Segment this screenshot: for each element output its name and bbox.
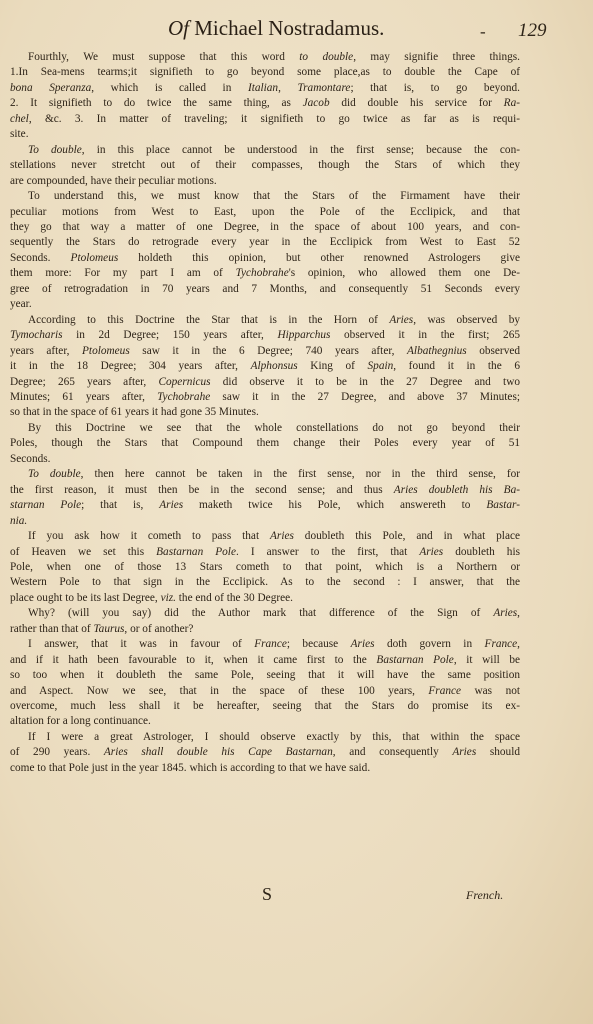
- text-run: observed: [466, 344, 520, 357]
- title-prefix: Of: [168, 16, 189, 40]
- text-run: place ought to be its last Degree,: [10, 591, 161, 604]
- text-run: doubleth his: [443, 545, 520, 558]
- text-run: sequently the Stars do retrograde every year in the Ecclipick from West to East 52: [10, 236, 520, 249]
- paragraph: [10, 50, 520, 143]
- italic-run: Aries: [350, 638, 375, 651]
- text-run: the end of the 30 Degree.: [175, 591, 293, 604]
- text-run: If you ask how it cometh to pass that: [28, 530, 271, 543]
- text-run: , may signifie three things.: [353, 51, 520, 63]
- text-run: To understand this, we must know that the Stars of the Firmament have their: [28, 190, 520, 203]
- text-run: of Heaven we set this: [10, 545, 157, 558]
- text-line: [10, 730, 520, 745]
- text-run: gree of retrogradation in 70 years and 7 Months, and consequently 51 Seconds every: [10, 282, 520, 295]
- text-run: years after,: [10, 344, 83, 357]
- text-line: [10, 498, 520, 513]
- text-run: and Aspect. Now we see, that in the space of these 100 years,: [10, 684, 429, 697]
- text-run: year.: [10, 298, 32, 311]
- italic-run: Tymocharis: [10, 329, 63, 342]
- text-line: [10, 65, 520, 80]
- italic-run: Italian: [247, 81, 279, 94]
- italic-run: Copernicus: [158, 375, 211, 388]
- page-number: 129: [518, 20, 547, 41]
- text-run: I answer, that it was in favour of: [28, 638, 255, 651]
- text-run: . I answer to the first, that: [235, 545, 420, 558]
- header-dash: -: [480, 22, 486, 41]
- text-run: ,: [517, 607, 520, 620]
- text-run: 1.In Sea-mens tearms;it signifieth to go beyond some place,as to double the Cape of: [10, 66, 520, 79]
- text-run: 2. It signifieth to do twice the same thing, as: [10, 97, 303, 110]
- italic-run: Hipparchus: [277, 329, 331, 342]
- running-header: [0, 12, 593, 46]
- text-line: [10, 699, 520, 714]
- text-line: [10, 266, 520, 281]
- italic-run: Aries: [452, 746, 477, 759]
- italic-run: to double: [299, 51, 354, 63]
- text-line: [10, 297, 520, 312]
- paragraph: [10, 529, 520, 606]
- italic-run: Bastarnan Pole: [376, 653, 454, 666]
- text-run: saw it in the 6 Degree; 740 years after,: [129, 344, 408, 357]
- paragraph: [10, 730, 520, 776]
- paragraph: [10, 467, 520, 529]
- catchword: French.: [466, 888, 504, 902]
- text-line: [10, 560, 520, 575]
- text-run: , found it in the 6: [393, 360, 520, 373]
- paragraph: [10, 143, 520, 189]
- text-run: By this Doctrine we see that the whole constellations do not go beyond their: [28, 421, 520, 434]
- italic-run: France: [254, 638, 287, 651]
- text-run: ; because: [286, 638, 351, 651]
- paragraph: [10, 189, 520, 313]
- text-line: [10, 359, 520, 374]
- text-run: ,: [278, 81, 298, 94]
- text-run: peculiar motions from West to East, upon the Pole of the Ecclipick, and that: [10, 205, 520, 218]
- title-text: Michael Nostradamus.: [194, 16, 385, 40]
- text-line: [10, 575, 520, 590]
- text-line: [10, 684, 520, 699]
- text-run: them more: For my part I am of: [10, 267, 236, 280]
- text-line: [10, 344, 520, 359]
- italic-run: To double: [28, 143, 82, 156]
- text-line: [10, 745, 520, 760]
- italic-run: Taurus: [93, 622, 125, 635]
- text-run: did double his service for: [329, 97, 504, 110]
- text-run: Why? (will you say) did the Author mark that difference of the Sign of: [28, 607, 494, 620]
- italic-run: nia.: [10, 514, 28, 527]
- text-run: , which is called in: [91, 81, 248, 94]
- italic-run: Aries: [159, 499, 184, 512]
- text-line: [10, 483, 520, 498]
- text-run: Fourthly, We must suppose that this word: [28, 51, 300, 63]
- italic-run: Aries: [389, 313, 414, 326]
- text-line: [10, 653, 520, 668]
- text-run: observed it in the first; 265: [330, 329, 520, 342]
- paragraph: [10, 313, 520, 421]
- text-run: holdeth this opinion, but other renowned Astrologers give: [118, 251, 520, 264]
- text-run: come to that Pole just in the year 1845. which is according to that we have said.: [10, 761, 371, 774]
- text-line: [10, 637, 520, 652]
- text-line: [10, 467, 520, 482]
- italic-run: Tramontare: [297, 81, 351, 94]
- text-run: Seconds.: [10, 251, 71, 264]
- text-line: [10, 668, 520, 683]
- text-run: ; that is,: [81, 499, 160, 512]
- italic-run: Bastar-: [486, 499, 520, 512]
- text-run: are compounded, have their peculiar motions.: [10, 174, 217, 187]
- text-run: Western Pole to that sign in the Ecclipick. As to the second : I answer, that the: [10, 576, 520, 589]
- body-text: [10, 50, 520, 776]
- text-run: Degree; 265 years after,: [10, 375, 159, 388]
- text-line: [10, 81, 520, 96]
- text-run: so too when it doubleth the same Pole, seeing that it will have the same position: [10, 669, 520, 682]
- paragraph: [10, 421, 520, 467]
- text-run: , or of another?: [124, 622, 194, 635]
- text-run: Poles, though the Stars that Compound them change their Poles every year of 51: [10, 437, 520, 450]
- italic-run: Albathegnius: [407, 344, 467, 357]
- italic-run: Aries: [419, 545, 444, 558]
- text-run: Minutes; 61 years after,: [10, 390, 158, 403]
- italic-run: Alphonsus: [250, 360, 298, 373]
- text-run: and if it hath been favourable to it, when it came first to the: [10, 653, 377, 666]
- italic-run: Aries: [493, 607, 518, 620]
- text-run: , it will be: [453, 653, 520, 666]
- italic-run: Spain: [367, 360, 394, 373]
- italic-run: To double: [28, 468, 81, 481]
- text-line: [10, 158, 520, 173]
- text-line: [10, 282, 520, 297]
- text-run: , in this place cannot be understood in the first sense; because the con-: [81, 143, 520, 156]
- italic-run: bona Speranza: [10, 81, 92, 94]
- text-line: [10, 220, 520, 235]
- text-line: [10, 436, 520, 451]
- text-run: saw it in the 27 Degree, and above 37 Minutes;: [210, 390, 520, 403]
- text-run: ,: [517, 638, 520, 651]
- text-line: [10, 761, 520, 776]
- text-line: [10, 112, 520, 127]
- text-line: [10, 174, 520, 189]
- text-run: King of: [297, 360, 368, 373]
- text-run: did observe it to be in the 27 Degree and two: [210, 375, 520, 388]
- text-run: altation for a long continuance.: [10, 715, 151, 728]
- text-line: [10, 421, 520, 436]
- running-title: [168, 16, 384, 41]
- italic-run: Ra-: [503, 97, 520, 110]
- text-line: [10, 143, 520, 158]
- text-line: [10, 50, 520, 65]
- italic-run: viz.: [160, 591, 176, 604]
- text-run: so that in the space of 61 years it had gone 35 Minutes.: [10, 406, 259, 419]
- text-run: , was observed by: [413, 313, 520, 326]
- text-line: [10, 205, 520, 220]
- text-run: , then here cannot be taken in the first sense, nor in the third sense, for: [80, 468, 521, 481]
- text-run: rather than that of: [10, 622, 94, 635]
- text-run: of 290 years.: [10, 746, 104, 759]
- text-line: [10, 127, 520, 142]
- text-run: was not: [461, 684, 521, 697]
- text-line: [10, 313, 520, 328]
- text-run: ; that is, to go beyond.: [350, 81, 521, 94]
- italic-run: France: [484, 638, 518, 651]
- page-footer: [0, 884, 593, 914]
- italic-run: Aries shall double his Cape Bastarnan: [103, 746, 333, 759]
- italic-run: Tychobrahe: [235, 267, 289, 280]
- text-run: in 2d Degree; 150 years after,: [62, 329, 278, 342]
- text-line: [10, 545, 520, 560]
- text-run: doth govern in: [374, 638, 485, 651]
- text-run: site.: [10, 128, 29, 141]
- text-line: [10, 251, 520, 266]
- italic-run: Bastarnan Pole: [156, 545, 236, 558]
- text-line: [10, 405, 520, 420]
- text-run: , and consequently: [332, 746, 453, 759]
- text-run: stellations never stretcht out of their compasses, though the Stars of which they: [10, 159, 520, 172]
- text-line: [10, 328, 520, 343]
- text-run: the first reason, it must then be in the second sense; and thus: [10, 483, 394, 496]
- text-line: [10, 235, 520, 250]
- text-line: [10, 622, 520, 637]
- text-line: [10, 714, 520, 729]
- italic-run: Tychobrahe: [157, 390, 211, 403]
- text-run: doubleth this Pole, and in what place: [293, 530, 520, 543]
- text-line: [10, 591, 520, 606]
- text-run: , &c. 3. In matter of traveling; it signifieth to go twice as far as is requi-: [28, 112, 520, 125]
- text-run: overcome, much less shall it be hereafter, seeing that the Stars do promise its ex-: [10, 700, 520, 713]
- text-run: If I were a great Astrologer, I should observe exactly by this, that within the space: [28, 730, 520, 743]
- text-line: [10, 452, 520, 467]
- italic-run: Jacob: [302, 97, 330, 110]
- text-line: [10, 529, 520, 544]
- italic-run: Aries doubleth his Ba-: [393, 483, 520, 496]
- text-run: should: [476, 746, 520, 759]
- italic-run: chel: [10, 112, 29, 125]
- text-line: [10, 189, 520, 204]
- italic-run: Aries: [270, 530, 294, 543]
- text-run: they go that way a matter of one Degree, in the space of about 100 years, and con-: [10, 220, 520, 233]
- paragraph: [10, 606, 520, 637]
- text-line: [10, 390, 520, 405]
- text-run: Pole, when one of those 13 Stars cometh to that point, which is a Northern or: [10, 560, 520, 573]
- text-line: [10, 514, 520, 529]
- text-run: 's opinion, who allowed them one De-: [288, 267, 520, 280]
- text-run: According to this Doctrine the Star that is in the Horn of: [28, 313, 390, 326]
- text-line: [10, 96, 520, 111]
- italic-run: starnan Pole: [10, 499, 82, 512]
- text-line: [10, 375, 520, 390]
- italic-run: Ptolomeus: [82, 344, 130, 357]
- paragraph: [10, 637, 520, 730]
- text-run: Seconds.: [10, 452, 51, 465]
- italic-run: Ptolomeus: [70, 251, 119, 264]
- text-run: it in the 18 Degree; 304 years after,: [10, 360, 251, 373]
- italic-run: France: [428, 684, 462, 697]
- text-run: maketh twice his Pole, which answereth to: [183, 499, 487, 512]
- signature-mark: S: [262, 884, 273, 904]
- text-line: [10, 606, 520, 621]
